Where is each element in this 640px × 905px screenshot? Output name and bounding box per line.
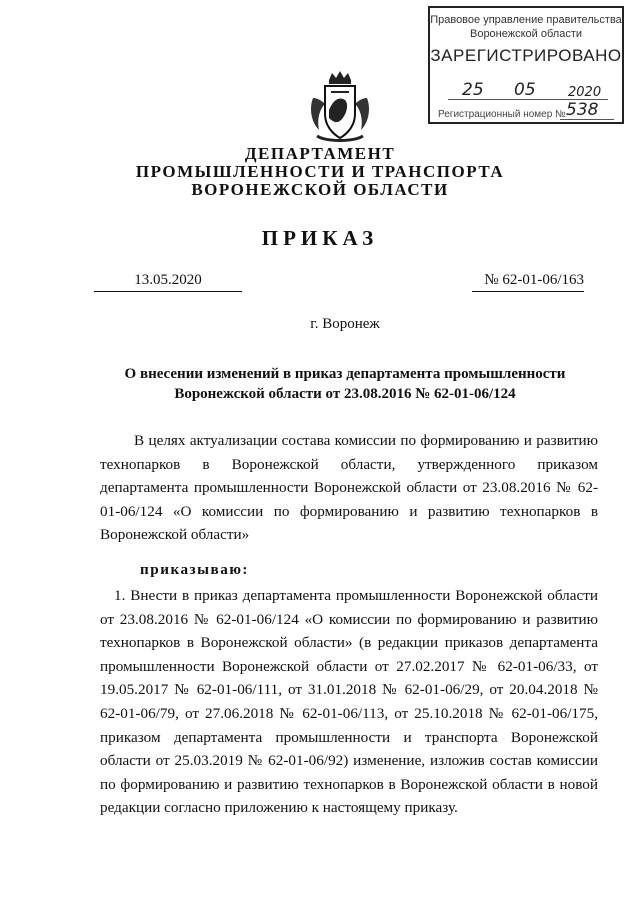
item-1-paragraph: 1. Внести в приказ департамента промышленности Воронежской области от 23.08.2016 № 62-01-06/124 «О комиссии по формированию и развитию технопарков в Воронежской области» (в редакции приказов департамента промышленности Воронежской области от 27.02.2017 № 62-01-06/33, от 19.05.2017 № 62-01-06/111, от 31.01.2018 № 62-01-06/29, от 20.04.2018 № 62-01-06/79, от 27.06.2018 № 62-01-06/113, от 25.10.2018 № 62-01-06/175, приказом департамента промышленности и транспорта Воронежской области от 25.03.2019 № 62-01-06/92) изменение, изложив состав комиссии по формированию и развитию технопарков в Воронежской области в новой редакции согласно приложению к настоящему приказу. [100, 587, 598, 817]
stamp-month: 05 [514, 80, 536, 100]
subject-line-1: О внесении изменений в приказ департамента промышленности [124, 366, 566, 382]
order-number: № 62-01-06/163 [472, 272, 584, 292]
registration-stamp [428, 6, 624, 124]
department-line-3: ВОРОНЕЖСКОЙ ОБЛАСТИ [191, 180, 449, 199]
order-date: 13.05.2020 [94, 272, 242, 292]
stamp-issuer-line1: Правовое управление правительства [430, 14, 622, 26]
stamp-date [448, 80, 608, 100]
subject-line-2: Воронежской области от 23.08.2016 № 62-01-06/124 [174, 386, 516, 402]
stamp-issuer-line2: Воронежской области [469, 28, 582, 40]
stamp-reg-number-label: Регистрационный номер № [438, 109, 566, 120]
document-type-title: ПРИКАЗ [261, 226, 379, 250]
stamp-reg-number: 538 [566, 100, 599, 120]
stamp-year: 2020 [568, 85, 602, 100]
city: г. Воронеж [310, 316, 380, 332]
department-line-1: ДЕПАРТАМЕНТ [244, 144, 396, 163]
department-line-2: ПРОМЫШЛЕННОСТИ И ТРАНСПОРТА [135, 162, 505, 181]
stamp-registered-label: ЗАРЕГИСТРИРОВАНО [430, 46, 622, 65]
order-word: приказываю: [140, 561, 249, 578]
coat-of-arms-icon [307, 70, 373, 144]
stamp-reg-number-underline [560, 119, 614, 120]
preamble-paragraph: В целях актуализации состава комиссии по формированию и развитию технопарков в Воронежской области, утвержденного приказом департамента промышленности Воронежской области от 23.08.2016 № 62-01-06/124 «О комиссии по формированию и развитию технопарков в Воронежской области» [100, 432, 598, 544]
stamp-day: 25 [462, 80, 484, 100]
